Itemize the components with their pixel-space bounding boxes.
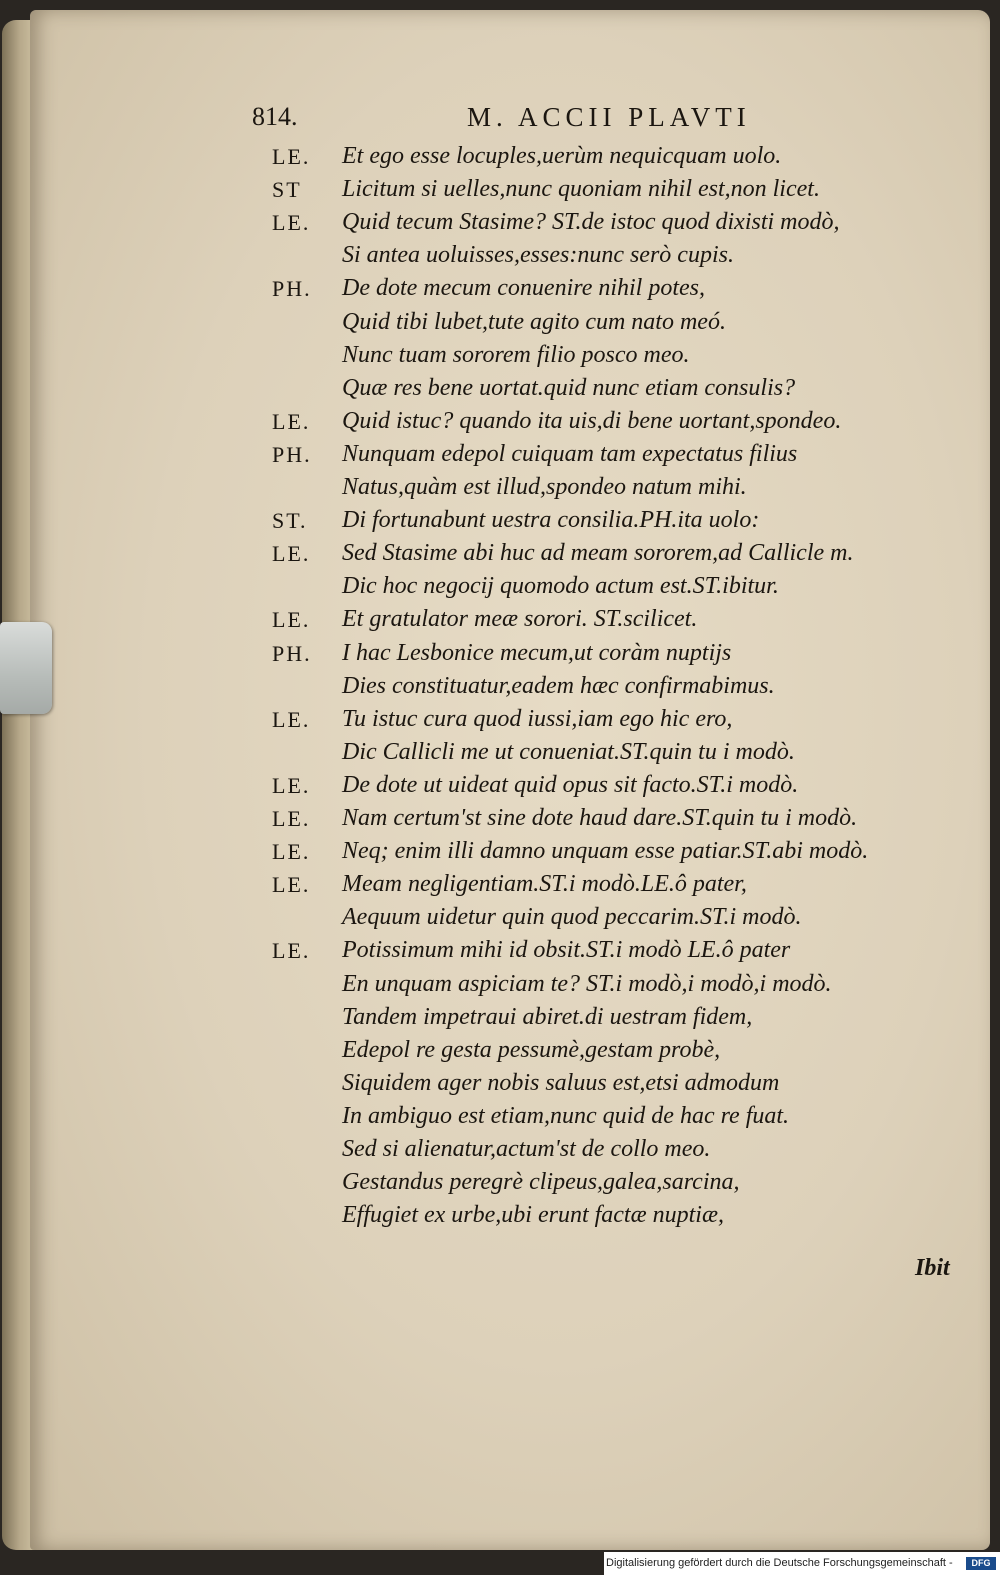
speaker-label: LE.	[272, 706, 311, 732]
verse-line	[0, 736, 1000, 769]
verse-text-line: Nunc tuam sororem filio posco meo.	[342, 341, 690, 368]
verse-line	[0, 603, 1000, 636]
verse-line	[0, 339, 1000, 372]
verse-line	[0, 140, 1000, 173]
speaker-label: LE.	[272, 806, 311, 831]
speaker-label: LE.	[272, 839, 311, 865]
speaker-label: PH.	[272, 276, 312, 302]
speaker-label: LE.	[272, 541, 311, 567]
verse-text-line: Dic Callicli me ut conueniat.ST.quin tu i modò.	[342, 738, 795, 765]
folio-number: 814.	[252, 102, 298, 131]
verse-line	[0, 901, 1000, 934]
verse-line	[0, 306, 1000, 339]
verse-line	[0, 504, 1000, 537]
verse-text-line: Et ego esse locuples,uerùm nequicquam uolo.	[342, 143, 782, 169]
speaker-label: LE.	[272, 408, 311, 434]
verse-line	[0, 173, 1000, 206]
verse-line	[0, 1199, 1000, 1232]
verse-text-line: Et gratulator meæ sorori. ST.scilicet.	[342, 606, 698, 633]
verse-text-line: En unquam aspiciam te? ST.i modò,i modò,i modò.	[342, 970, 832, 997]
speaker-label: ST	[272, 177, 302, 203]
verse-line	[0, 438, 1000, 471]
verse-text-line: Tu istuc cura quod iussi,iam ego hic ero,	[342, 705, 733, 732]
verse-text-line: Nunquam edepol cuiquam tam expectatus filius	[342, 440, 798, 467]
verse-line	[0, 1166, 1000, 1199]
speaker-label: LE.	[272, 938, 311, 964]
speaker-label: LE.	[272, 144, 311, 169]
verse-line	[0, 372, 1000, 405]
verse-line	[0, 537, 1000, 570]
verse-text-line: Gestandus peregrè clipeus,galea,sarcina,	[342, 1169, 740, 1196]
verse-text-line: Nam certum'st sine dote haud dare.ST.quin tu i modò.	[342, 805, 858, 831]
verse-text-line: Quid tecum Stasime? ST.de istoc quod dixisti modò,	[342, 209, 840, 236]
verse-text-line: Quid tibi lubet,tute agito cum nato meó.	[342, 308, 726, 335]
verse-text-line: Tandem impetraui abiret.di uestram fidem,	[342, 1003, 753, 1030]
verse-text-line: Quæ res bene uortat.quid nunc etiam consulis?	[342, 374, 796, 401]
verse-text-line: In ambiguo est etiam,nunc quid de hac re fuat.	[342, 1102, 790, 1129]
speaker-label: ST.	[272, 508, 308, 534]
verse-line	[0, 1133, 1000, 1166]
verse-line	[0, 405, 1000, 438]
running-title: M. ACCII PLAVTI	[467, 102, 751, 132]
verse-text-line: De dote mecum conuenire nihil potes,	[342, 275, 706, 302]
verse-text-line: Quid istuc? quando ita uis,di bene uortant,spondeo.	[342, 407, 842, 434]
verse-text-line: Natus,quàm est illud,spondeo natum mihi.	[342, 474, 747, 500]
verse-text-line: Sed si alienatur,actum'st de collo meo.	[342, 1136, 711, 1162]
verse-text-line: Effugiet ex urbe,ubi erunt factæ nuptiæ,	[342, 1202, 724, 1229]
catchword: Ibit	[915, 1255, 950, 1281]
verse-line	[0, 670, 1000, 703]
verse-text-line: I hac Lesbonice mecum,ut coràm nuptijs	[342, 639, 732, 666]
page-header	[252, 102, 812, 142]
speaker-label: LE.	[272, 607, 311, 633]
verse-line	[0, 206, 1000, 239]
verse-text-line: Aequum uidetur quin quod peccarim.ST.i modò.	[342, 904, 802, 931]
verse-line	[0, 868, 1000, 901]
verse-line	[0, 637, 1000, 670]
verse-text-line: Potissimum mihi id obsit.ST.i modò LE.ô pater	[342, 937, 791, 964]
verse-line	[0, 835, 1000, 868]
verse-line	[0, 968, 1000, 1001]
speaker-label: LE.	[272, 872, 311, 898]
verse-text-line: Neq; enim illi damno unquam esse patiar.ST.abi modò.	[342, 838, 869, 865]
verse-line	[0, 934, 1000, 967]
verse-text-line: Dic hoc negocij quomodo actum est.ST.ibitur.	[342, 573, 779, 600]
verse-text-line: Siquidem ager nobis saluus est,etsi admodum	[342, 1069, 780, 1096]
verse-line	[0, 1100, 1000, 1133]
speaker-label: LE.	[272, 210, 311, 236]
verse-text-line: Si antea uoluisses,esses:nunc serò cupis.	[342, 242, 734, 269]
speaker-label: LE.	[272, 772, 311, 798]
footer-credit: Digitalisierung gefördert durch die Deutsche Forschungsgemeinschaft -	[606, 1557, 953, 1569]
speaker-label: PH.	[272, 441, 312, 467]
verse-text-line: Dies constituatur,eadem hæc confirmabimus.	[342, 672, 775, 699]
verse-text-line: Edepol re gesta pessumè,gestam probè,	[342, 1036, 721, 1063]
verse-text-line: Di fortunabunt uestra consilia.PH.ita uolo:	[342, 507, 760, 534]
verse-text-line: De dote ut uideat quid opus sit facto.ST.i modò.	[342, 771, 799, 798]
verse-text-line: Licitum si uelles,nunc quoniam nihil est,non licet.	[342, 176, 820, 203]
verse-line	[0, 570, 1000, 603]
verse-line	[0, 1034, 1000, 1067]
verse-line	[0, 471, 1000, 504]
dfg-logo: DFG	[966, 1557, 996, 1570]
verse-text-line: Sed Stasime abi huc ad meam sororem,ad Callicle m.	[342, 540, 854, 567]
verse-line	[0, 272, 1000, 305]
verse-line	[0, 769, 1000, 802]
verse-line	[0, 239, 1000, 272]
verse-line	[0, 802, 1000, 835]
verse-line	[0, 1001, 1000, 1034]
verse-line	[0, 703, 1000, 736]
verse-text-line: Meam negligentiam.ST.i modò.LE.ô pater,	[342, 871, 747, 898]
verse-line	[0, 1067, 1000, 1100]
digitization-footer	[604, 1552, 1000, 1575]
speaker-label: PH.	[272, 640, 312, 666]
